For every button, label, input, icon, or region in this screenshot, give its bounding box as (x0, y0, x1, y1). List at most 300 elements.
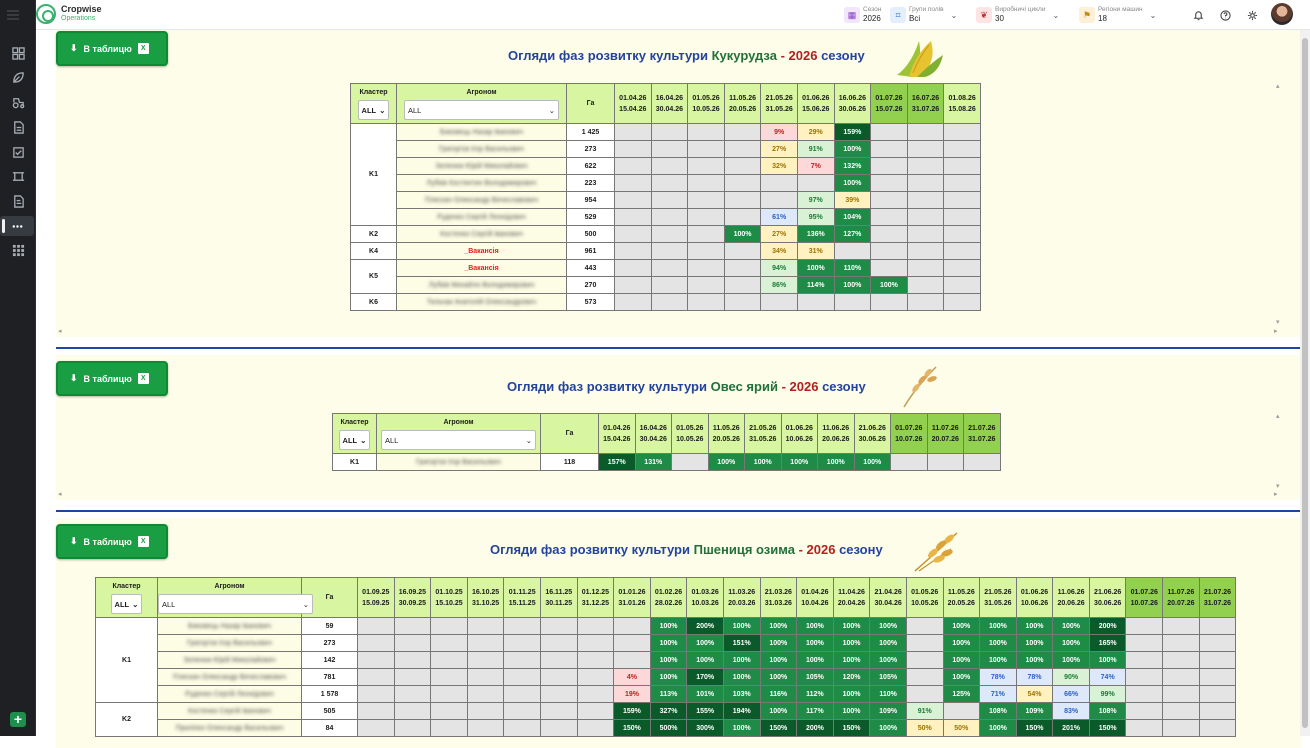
phase-cell (651, 260, 688, 277)
phase-cell (871, 158, 908, 175)
phase-cell (688, 175, 725, 192)
phase-cell: 19% (614, 686, 651, 703)
section-divider (56, 510, 1301, 512)
phase-cell: 100% (650, 652, 687, 669)
phase-cell (688, 294, 725, 311)
phase-cell: 39% (834, 192, 871, 209)
phase-cell (358, 703, 395, 720)
excel-icon: X (138, 536, 149, 547)
phase-cell: 100% (834, 277, 871, 294)
phase-cell: 200% (797, 720, 834, 737)
area-cell: 1 578 (302, 686, 358, 703)
phase-cell (907, 294, 944, 311)
phase-cell: 100% (870, 652, 907, 669)
phase-cell (394, 720, 431, 737)
phase-cell (615, 277, 652, 294)
agronomist-filter-value: ALL (162, 599, 176, 609)
area-cell: 273 (567, 141, 615, 158)
phase-cell (1126, 618, 1163, 635)
phase-cell: 200% (687, 618, 724, 635)
phase-cell (540, 703, 577, 720)
phase-cell (906, 669, 943, 686)
phase-cell: 300% (687, 720, 724, 737)
app-logo[interactable] (36, 4, 102, 24)
menu-icon[interactable] (5, 7, 21, 23)
oats-image (898, 363, 942, 409)
section-divider (56, 347, 1301, 349)
phase-cell: 200% (1089, 618, 1126, 635)
apps-icon[interactable] (8, 240, 28, 260)
phase-cell: 151% (723, 635, 760, 652)
agronomist-cell: Зеленюк Юрій Миколайович (158, 652, 302, 669)
phase-cell (504, 720, 541, 737)
phase-cell (943, 703, 980, 720)
phase-cell (1199, 652, 1236, 669)
agronomist-cell: Костенко Сергій Іванович (158, 703, 302, 720)
period-header: 01.02.26 28.02.26 (650, 578, 687, 618)
phase-cell (1126, 652, 1163, 669)
phase-cell (504, 686, 541, 703)
phase-cell: 100% (871, 277, 908, 294)
help-icon[interactable] (1218, 8, 1232, 22)
chevron-down-icon: ⌄ (1052, 10, 1060, 20)
phase-cell (907, 175, 944, 192)
period-header: 16.04.26 30.04.26 (651, 84, 688, 124)
phase-cell (1199, 618, 1236, 635)
phase-cell: 100% (1016, 618, 1053, 635)
phase-cell (651, 192, 688, 209)
period-header: 11.07.26 20.07.26 (1163, 578, 1200, 618)
table-row (351, 124, 981, 141)
agronomist-cell: Приліпко Олександр Васильович (158, 720, 302, 737)
cluster-header (96, 578, 158, 618)
agronomist-filter-value: ALL (408, 105, 422, 115)
phase-cell (724, 260, 761, 277)
cluster-header-label: Кластер (112, 583, 141, 590)
area-header: Га (302, 578, 358, 618)
phase-cell (431, 703, 468, 720)
phase-cell (614, 618, 651, 635)
phase-cell (907, 243, 944, 260)
section-title (490, 542, 883, 557)
area-cell: 118 (541, 454, 599, 471)
phase-cell (394, 669, 431, 686)
phase-cell: 100% (797, 652, 834, 669)
field-groups-value: Всі (909, 14, 921, 23)
phase-cell (358, 686, 395, 703)
agronomist-cell: Плескач Олександр Вячеславович (158, 669, 302, 686)
phase-cell (394, 618, 431, 635)
phase-cell (577, 635, 614, 652)
table-row (351, 158, 981, 175)
table-row (351, 141, 981, 158)
leaf-icon[interactable] (8, 67, 28, 87)
table-row (351, 243, 981, 260)
report-icon[interactable] (8, 191, 28, 211)
area-header: Га (541, 414, 599, 454)
machine-regions-selector[interactable] (1079, 3, 1156, 27)
phase-cell (504, 703, 541, 720)
agronomist-cell: Руденко Сергій Леонідович (397, 209, 567, 226)
cluster-header (351, 84, 397, 124)
top-bar (36, 0, 1310, 30)
bell-icon[interactable] (1191, 8, 1205, 22)
phase-cell: 157% (599, 454, 636, 471)
phase-cell (724, 192, 761, 209)
chevron-down-icon: ⌄ (1149, 10, 1157, 20)
production-cycles-selector[interactable] (976, 3, 1059, 27)
phase-cell (1163, 686, 1200, 703)
phase-cell (540, 618, 577, 635)
phase-cell (577, 703, 614, 720)
phase-cell: 100% (797, 635, 834, 652)
phase-cell: 109% (870, 703, 907, 720)
phase-cell (651, 226, 688, 243)
phase-cell: 100% (943, 618, 980, 635)
download-excel-button[interactable] (56, 31, 168, 66)
download-excel-button[interactable] (56, 361, 168, 396)
period-header: 21.03.26 31.03.26 (760, 578, 797, 618)
phase-cell: 100% (708, 454, 745, 471)
phase-cell (871, 226, 908, 243)
phase-cell: 136% (797, 226, 834, 243)
phase-cell (615, 141, 652, 158)
phase-cell: 109% (1016, 703, 1053, 720)
phase-cell: 100% (687, 635, 724, 652)
area-cell: 84 (302, 720, 358, 737)
phase-cell: 110% (870, 686, 907, 703)
period-header: 16.10.25 31.10.25 (467, 578, 504, 618)
phase-cell: 29% (797, 124, 834, 141)
period-header: 21.05.26 31.05.26 (745, 414, 782, 454)
phase-cell (615, 260, 652, 277)
phase-cell: 104% (834, 209, 871, 226)
phase-cell (1199, 720, 1236, 737)
phase-cell: 100% (723, 720, 760, 737)
agronomist-cell: Костенко Сергій Іванович (397, 226, 567, 243)
phase-cell (504, 618, 541, 635)
period-header: 01.04.26 15.04.26 (599, 414, 636, 454)
phase-cell (724, 243, 761, 260)
phase-cell: 105% (870, 669, 907, 686)
phase-cell (431, 652, 468, 669)
period-header: 01.07.26 10.07.26 (1126, 578, 1163, 618)
scroll-down-icon[interactable]: ▾ (1276, 319, 1280, 326)
cluster-filter[interactable] (339, 430, 371, 450)
phase-cell: 150% (760, 720, 797, 737)
cluster-cell: K6 (351, 294, 397, 311)
phase-cell (431, 635, 468, 652)
period-header: 11.06.26 20.06.26 (1053, 578, 1090, 618)
agronomist-header-label: Агроном (443, 419, 474, 426)
scroll-down-icon[interactable]: ▾ (1276, 483, 1280, 490)
cluster-filter-value: ALL (342, 435, 358, 445)
phase-cell (688, 260, 725, 277)
table-row (351, 175, 981, 192)
table-row (333, 454, 1001, 471)
document-icon[interactable] (8, 117, 28, 137)
phase-cell: 100% (870, 720, 907, 737)
phase-cell: 32% (761, 158, 798, 175)
phase-cell (358, 618, 395, 635)
phase-cell (906, 618, 943, 635)
title-dash: - (781, 379, 786, 394)
phase-cell (724, 277, 761, 294)
period-header: 21.07.26 31.07.26 (1199, 578, 1236, 618)
scroll-left-icon[interactable]: ◂ (58, 328, 62, 335)
phase-cell (651, 124, 688, 141)
settings-icon[interactable] (1245, 8, 1259, 22)
phase-cell (504, 652, 541, 669)
phase-cell: 71% (980, 686, 1017, 703)
phase-cell (944, 175, 981, 192)
phase-cell (1199, 703, 1236, 720)
area-cell: 1 425 (567, 124, 615, 141)
task-icon[interactable] (8, 142, 28, 162)
period-header: 01.09.25 15.09.25 (358, 578, 395, 618)
area-header: Га (567, 84, 615, 124)
phase-cell (907, 158, 944, 175)
table-row (96, 669, 1236, 686)
phase-cell: 100% (943, 669, 980, 686)
phase-cell (651, 243, 688, 260)
phase-cell (761, 294, 798, 311)
table-row (96, 635, 1236, 652)
cluster-cell: K2 (96, 703, 158, 737)
scroll-up-icon[interactable]: ▴ (1276, 83, 1280, 90)
phase-cell: 50% (943, 720, 980, 737)
phase-cell (964, 454, 1001, 471)
scroll-right-icon[interactable]: ▸ (1274, 328, 1278, 335)
phase-cell: 100% (760, 652, 797, 669)
period-header: 11.04.26 20.04.26 (833, 578, 870, 618)
phase-cell: 100% (760, 703, 797, 720)
phase-cell (1126, 703, 1163, 720)
tractor-icon[interactable] (8, 92, 28, 112)
agronomist-cell: Зеленюк Юрій Миколайович (397, 158, 567, 175)
phase-cell (577, 669, 614, 686)
phase-cell (688, 158, 725, 175)
phase-cell (688, 243, 725, 260)
phase-cell: 100% (760, 618, 797, 635)
period-header: 16.07.26 31.07.26 (907, 84, 944, 124)
area-cell: 500 (567, 226, 615, 243)
agronomist-filter[interactable] (158, 594, 313, 614)
phase-cell (907, 260, 944, 277)
wheat-image (911, 527, 961, 573)
cluster-cell: K4 (351, 243, 397, 260)
phase-cell (688, 226, 725, 243)
phase-cell: 100% (1016, 652, 1053, 669)
cluster-header-label: Кластер (340, 419, 369, 426)
phase-cell (651, 175, 688, 192)
season-year: 2026 (788, 48, 818, 63)
phase-cell (871, 294, 908, 311)
phase-cell (891, 454, 928, 471)
period-header: 01.07.26 15.07.26 (871, 84, 908, 124)
area-cell: 961 (567, 243, 615, 260)
period-header: 11.05.26 20.05.26 (708, 414, 745, 454)
phase-cell: 95% (797, 209, 834, 226)
agronomist-cell: Лубків Костянтин Володимирович (397, 175, 567, 192)
phase-cell (615, 243, 652, 260)
period-header: 01.12.25 31.12.25 (577, 578, 614, 618)
agronomist-cell: Тильчак Анатолій Олександрович (397, 294, 567, 311)
scroll-right-icon[interactable]: ▸ (1274, 491, 1278, 498)
phase-cell: 101% (687, 686, 724, 703)
phase-cell: 100% (1053, 652, 1090, 669)
period-header: 11.05.26 20.05.26 (724, 84, 761, 124)
phase-cell (944, 277, 981, 294)
phase-cell: 100% (760, 635, 797, 652)
phase-cell (431, 618, 468, 635)
season-selector[interactable] (844, 3, 881, 27)
season-value: 2026 (863, 14, 881, 23)
machine-regions-value: 18 (1098, 14, 1107, 23)
phase-cell (504, 669, 541, 686)
period-header: 01.06.26 15.06.26 (797, 84, 834, 124)
cluster-cell: K2 (351, 226, 397, 243)
cycle-icon: ❦ (976, 7, 992, 23)
phase-cell (907, 226, 944, 243)
period-header: 21.05.26 31.05.26 (980, 578, 1017, 618)
dashboard-icon[interactable] (8, 43, 28, 63)
cluster-cell: K5 (351, 260, 397, 294)
phase-cell (614, 652, 651, 669)
phase-cell (944, 158, 981, 175)
phase-cell (871, 124, 908, 141)
logo-icon (36, 4, 56, 24)
phase-cell: 99% (1089, 686, 1126, 703)
phase-cell (467, 635, 504, 652)
crop-name: Кукурудза (711, 48, 777, 63)
phase-cell (834, 243, 871, 260)
phase-cell (761, 192, 798, 209)
page-scrollbar[interactable] (1300, 30, 1310, 736)
phase-cell: 113% (650, 686, 687, 703)
period-header: 01.08.26 15.08.26 (944, 84, 981, 124)
agronomist-cell: Биковець Назар Іванович (397, 124, 567, 141)
field-groups-label: Групи полів (909, 6, 944, 13)
agronomist-cell: Биковець Назар Іванович (158, 618, 302, 635)
phase-cell (1126, 669, 1163, 686)
phase-cell: 116% (760, 686, 797, 703)
phase-cell (688, 192, 725, 209)
phase-cell (944, 192, 981, 209)
period-header: 01.07.26 10.07.26 (891, 414, 928, 454)
download-excel-button[interactable] (56, 524, 168, 559)
phase-cell (944, 209, 981, 226)
phase-cell (651, 158, 688, 175)
cluster-header-label: Кластер (359, 89, 388, 96)
phase-cell (540, 635, 577, 652)
add-button[interactable]: + (10, 712, 26, 727)
phase-cell: 150% (1016, 720, 1053, 737)
season-word: сезону (821, 48, 865, 63)
phase-cell (651, 277, 688, 294)
area-cell: 59 (302, 618, 358, 635)
agronomist-filter[interactable] (381, 430, 536, 450)
scroll-left-icon[interactable]: ◂ (58, 491, 62, 498)
phase-cell (944, 260, 981, 277)
table-row (96, 703, 1236, 720)
phase-cell: 100% (833, 618, 870, 635)
field-groups-selector[interactable] (890, 3, 957, 27)
phase-cell: 132% (834, 158, 871, 175)
table-row (351, 294, 981, 311)
sidebar (0, 0, 36, 736)
chevron-down-icon: ⌄ (379, 105, 386, 115)
field-icon[interactable] (8, 166, 28, 186)
phase-cell: 150% (614, 720, 651, 737)
phase-cell (688, 209, 725, 226)
phase-cell: 100% (781, 454, 818, 471)
field-group-icon: ⌗ (890, 7, 906, 23)
phase-cell (615, 226, 652, 243)
phase-cell (724, 158, 761, 175)
phase-cell: 159% (614, 703, 651, 720)
agronomist-header-label: Агроном (466, 89, 497, 96)
phase-cell (467, 669, 504, 686)
period-header: 01.05.26 10.05.26 (672, 414, 709, 454)
phase-cell (871, 175, 908, 192)
phase-cell: 155% (687, 703, 724, 720)
crop-name: Пшениця озима (693, 542, 795, 557)
phase-cell: 100% (834, 175, 871, 192)
app-subname: Operations (61, 15, 96, 22)
phase-cell: 127% (834, 226, 871, 243)
agronomist-filter-value: ALL (385, 435, 399, 445)
phase-cell: 327% (650, 703, 687, 720)
phase-cell: 159% (834, 124, 871, 141)
scroll-up-icon[interactable]: ▴ (1276, 413, 1280, 420)
phase-cell (615, 209, 652, 226)
cluster-cell: K1 (351, 124, 397, 226)
phase-cell (944, 124, 981, 141)
phase-cell: 100% (833, 703, 870, 720)
table-row (351, 209, 981, 226)
download-label: В таблицю (83, 536, 132, 547)
area-cell: 622 (567, 158, 615, 175)
phase-cell: 120% (833, 669, 870, 686)
agronomist-filter[interactable] (404, 100, 559, 120)
phase-cell: 66% (1053, 686, 1090, 703)
phase-cell (724, 294, 761, 311)
chevron-down-icon: ⌄ (132, 599, 139, 609)
chevron-down-icon: ⌄ (548, 105, 555, 115)
period-header: 01.04.26 10.04.26 (797, 578, 834, 618)
cluster-filter[interactable] (111, 594, 143, 614)
phase-cell (688, 124, 725, 141)
more-icon[interactable] (0, 216, 34, 236)
phase-cell (724, 209, 761, 226)
phase-cell (927, 454, 964, 471)
page-scrollbar-thumb[interactable] (1302, 38, 1308, 728)
period-header: 16.06.26 30.06.26 (834, 84, 871, 124)
phase-cell (944, 243, 981, 260)
cluster-filter[interactable] (358, 100, 390, 120)
phase-cell: 27% (761, 141, 798, 158)
phase-cell (615, 124, 652, 141)
phase-cell: 100% (1089, 652, 1126, 669)
phase-cell (431, 686, 468, 703)
area-cell: 142 (302, 652, 358, 669)
avatar[interactable] (1271, 3, 1293, 25)
production-cycles-value: 30 (995, 14, 1004, 23)
phase-cell: 100% (943, 652, 980, 669)
phase-cell (577, 686, 614, 703)
period-header: 16.04.26 30.04.26 (635, 414, 672, 454)
